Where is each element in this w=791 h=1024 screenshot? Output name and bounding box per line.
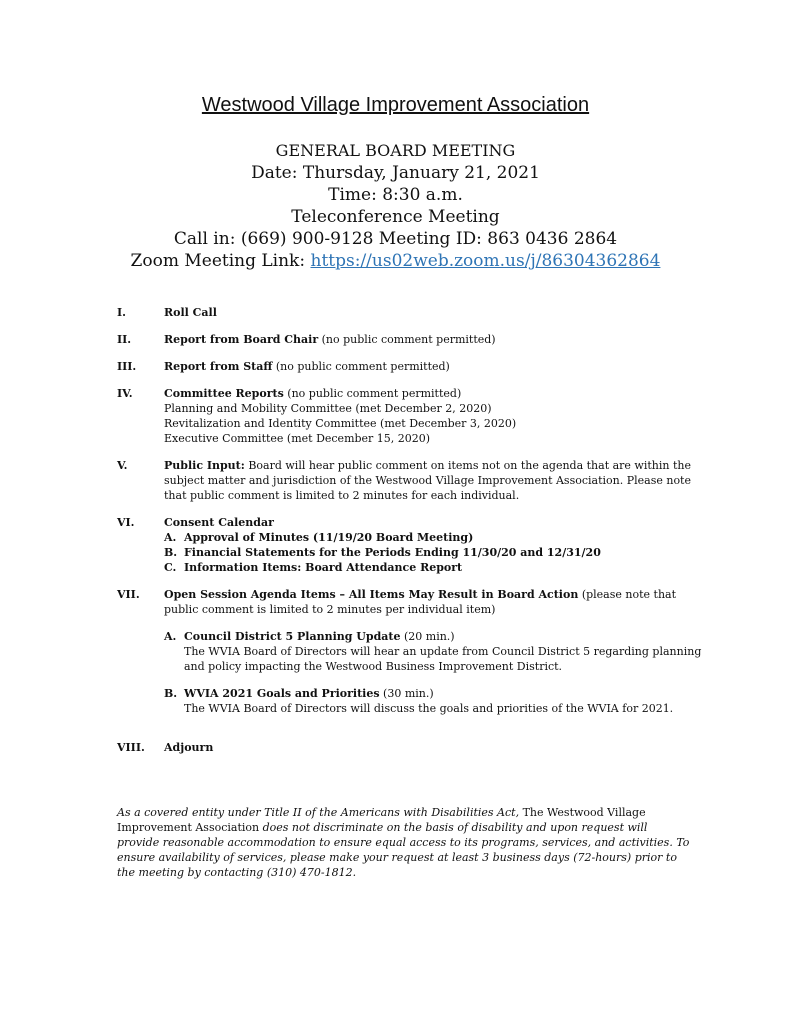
meeting-header <box>0 92 791 272</box>
consent-item <box>164 530 707 545</box>
agenda-item-staff <box>117 359 707 374</box>
consent-item <box>164 545 707 560</box>
ada-notice <box>117 805 692 880</box>
consent-text: Financial Statements for the Periods Ending 11/30/20 and 12/31/20 <box>184 546 601 559</box>
ada-notice-part3: does not discriminate on the basis of disability and upon request will provide reasonable accommodation to ensure equal access to its programs, services, and activities. To ensure availability of services, please make your request at least 3 business days (72-hours) prior to the meeting by contacting (310) 470-1812. <box>117 821 690 879</box>
consent-letter: A. <box>164 531 177 544</box>
item-title: Report from Board Chair <box>164 333 319 346</box>
committee-line: Revitalization and Identity Committee (met December 3, 2020) <box>164 417 517 430</box>
item-text: Board will hear public comment on items not on the agenda that are within the subject matter and jurisdiction of the Westwood Village Improvement Association. Please note that public comment is limited to 2 minutes for each individual. <box>164 459 691 502</box>
agenda-item-adjourn <box>117 740 707 755</box>
meeting-date: Date: Thursday, January 21, 2021 <box>251 163 540 183</box>
meeting-time: Time: 8:30 a.m. <box>328 185 463 205</box>
item-number: VII. <box>117 588 140 601</box>
sub-item-description: The WVIA Board of Directors will hear an update from Council District 5 regarding planning and policy impacting the Westwood Business Improvement District. <box>184 645 702 673</box>
open-session-item-b <box>164 686 707 716</box>
meeting-type: GENERAL BOARD MEETING <box>275 141 516 160</box>
item-letter: B. <box>164 687 178 700</box>
ada-notice-part1: As a covered entity under Title II of the Americans with Disabilities Act, <box>117 806 520 819</box>
item-title: Open Session Agenda Items – All Items May Result in Board Action <box>164 588 579 601</box>
agenda-item-board-chair <box>117 332 707 347</box>
agenda-item-consent-calendar <box>117 515 707 575</box>
committee-line: Planning and Mobility Committee (met December 2, 2020) <box>164 402 492 415</box>
agenda-item-roll-call <box>117 305 707 320</box>
sub-item-title: Council District 5 Planning Update <box>184 630 401 643</box>
item-number: IV. <box>117 387 133 400</box>
open-session-item-a <box>164 629 707 674</box>
zoom-line <box>0 250 791 272</box>
consent-letter: B. <box>164 546 178 559</box>
sub-item-title: WVIA 2021 Goals and Priorities <box>184 687 380 700</box>
agenda-item-public-input <box>117 458 707 503</box>
zoom-meeting-link[interactable]: https://us02web.zoom.us/j/86304362864 <box>310 251 661 271</box>
consent-text: Approval of Minutes (11/19/20 Board Meeting) <box>184 531 474 544</box>
item-title: Adjourn <box>164 741 214 754</box>
meeting-format: Teleconference Meeting <box>291 207 500 227</box>
committee-line: Executive Committee (met December 15, 2020) <box>164 432 431 445</box>
item-number: V. <box>117 459 128 472</box>
item-number: III. <box>117 360 137 373</box>
organization-title: Westwood Village Improvement Association <box>201 94 590 116</box>
sub-item-duration: (20 min.) <box>400 630 455 643</box>
item-note: (please note that public comment is limited to 2 minutes per individual item) <box>164 588 677 616</box>
zoom-label: Zoom Meeting Link: <box>130 251 311 271</box>
sub-item-description: The WVIA Board of Directors will discuss the goals and priorities of the WVIA for 2021. <box>184 702 674 715</box>
item-number: VIII. <box>117 741 145 754</box>
consent-text: Information Items: Board Attendance Report <box>184 561 463 574</box>
item-title: Roll Call <box>164 306 217 319</box>
item-number: II. <box>117 333 132 346</box>
item-note: (no public comment permitted) <box>318 333 496 346</box>
item-title: Consent Calendar <box>164 516 274 529</box>
ada-notice-part2: The Westwood Village Improvement Association <box>117 806 646 834</box>
consent-letter: C. <box>164 561 177 574</box>
item-note: (no public comment permitted) <box>272 360 450 373</box>
item-title: Report from Staff <box>164 360 273 373</box>
call-in-info: Call in: (669) 900-9128 Meeting ID: 863 0436 2864 <box>173 229 618 249</box>
item-number: I. <box>117 306 126 319</box>
consent-item <box>164 560 707 575</box>
item-title: Committee Reports <box>164 387 284 400</box>
item-title: Public Input: <box>164 459 245 472</box>
item-note: (no public comment permitted) <box>283 387 462 400</box>
item-letter: A. <box>164 630 177 643</box>
item-number: VI. <box>117 516 135 529</box>
agenda-item-committee-reports <box>117 386 707 446</box>
agenda-item-open-session <box>117 587 707 716</box>
sub-item-duration: (30 min.) <box>379 687 434 700</box>
agenda-list <box>117 305 707 767</box>
